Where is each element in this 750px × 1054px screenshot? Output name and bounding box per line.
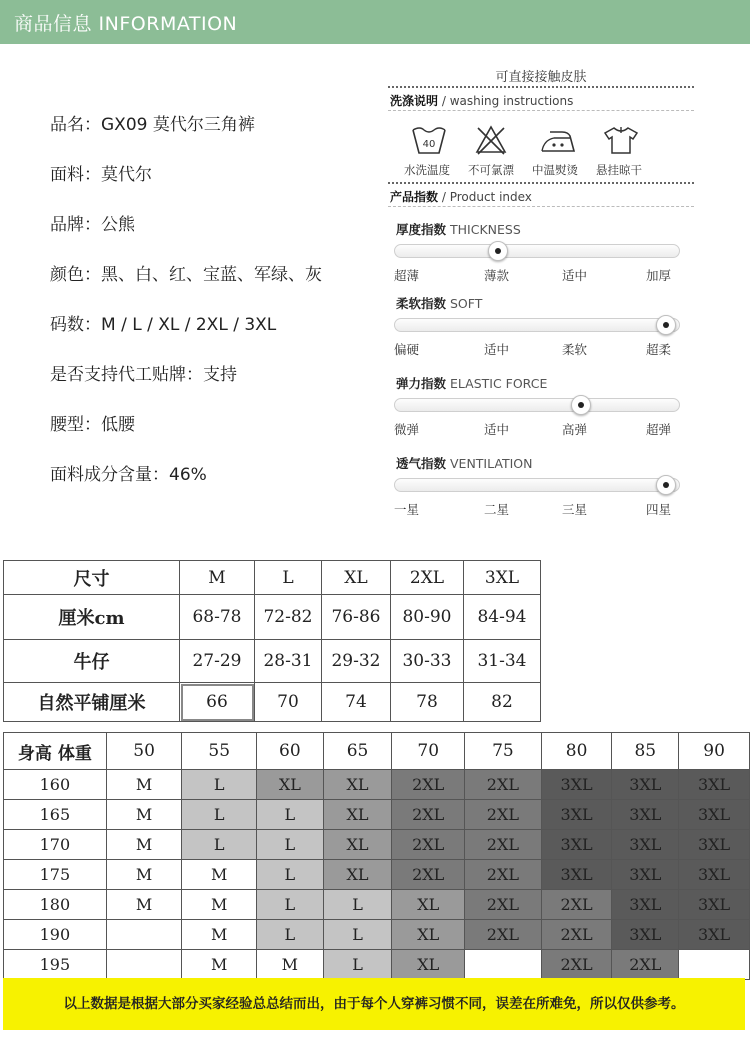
size-cell: 3XL [464,561,541,595]
size-row [4,561,541,595]
size-cell: 76-86 [322,595,391,640]
index-title [396,220,521,238]
fit-size-cell: L [257,920,324,950]
fit-size-cell: 2XL [392,830,465,860]
fit-size-cell: 3XL [679,920,750,950]
size-cell: 28-31 [255,640,322,683]
fit-size-cell [106,920,182,950]
index-title-en: ELASTIC FORCE [446,376,548,391]
fit-weight-header: 85 [612,733,679,770]
size-cell: 72-82 [255,595,322,640]
fit-size-cell: 2XL [465,920,542,950]
fit-size-cell: XL [323,800,392,830]
fit-size-cell: 3XL [541,800,612,830]
section-title: 商品信息 INFORMATION [14,13,238,35]
dotted-divider [388,86,694,88]
index-level-label: 超薄 [394,268,420,283]
size-cell: 29-32 [322,640,391,683]
info-composition: 面料成分含量：46% [50,465,207,485]
size-cell: 74 [322,683,391,722]
fit-height-cell: 190 [4,920,107,950]
fit-row [4,770,750,800]
fit-row [4,830,750,860]
fit-size-cell: 3XL [541,770,612,800]
index-level-label: 适中 [484,422,510,437]
fit-size-cell: 3XL [679,890,750,920]
index-level-label: 二星 [484,502,510,517]
size-cell: 2XL [391,561,464,595]
index-level-label: 适中 [562,268,588,283]
wash-heading [390,92,573,109]
index-title-cn: 柔软指数 [396,296,447,311]
size-cell: 30-33 [391,640,464,683]
fit-size-cell: 3XL [612,890,679,920]
index-level-label: 超弹 [646,422,672,437]
index-level-label: 薄款 [484,268,510,283]
fit-size-cell: M [106,890,182,920]
index-level-label: 高弹 [562,422,588,437]
index-title-en: VENTILATION [446,456,533,471]
fit-size-cell: 3XL [541,830,612,860]
index-level-label: 偏硬 [394,342,420,357]
fit-weight-header: 75 [465,733,542,770]
index-knob [656,475,676,495]
index-title-cn: 透气指数 [396,456,447,471]
dotted-divider [388,182,694,184]
fit-size-cell: M [106,860,182,890]
fit-weight-header: 90 [679,733,750,770]
size-cell: 68-78 [180,595,255,640]
index-title-cn: 厚度指数 [396,222,447,237]
index-title [396,374,547,392]
index-level-label: 四星 [646,502,672,517]
size-row [4,595,541,640]
fit-height-cell: 195 [4,950,107,980]
section-header [0,0,750,44]
size-cell: L [255,561,322,595]
index-heading [390,188,532,205]
index-track [394,244,680,258]
fit-size-cell: M [182,890,257,920]
corner-weight-label: 体重 [57,743,92,764]
fit-size-cell: 2XL [541,890,612,920]
fit-height-cell: 165 [4,800,107,830]
wash-label-dry: 悬挂晾干 [596,163,642,177]
size-cell: 31-34 [464,640,541,683]
fit-size-cell: M [182,950,257,980]
fit-size-cell: 3XL [679,770,750,800]
fit-size-cell: 2XL [392,770,465,800]
wash-heading-bold: 洗涤说明 [390,94,439,108]
fit-size-cell: XL [323,770,392,800]
fit-size-cell: M [106,770,182,800]
size-cell: 66 [180,683,255,722]
fit-size-cell: 2XL [465,830,542,860]
size-row-label: 尺寸 [4,561,180,595]
fit-size-cell: L [323,950,392,980]
index-title-en: SOFT [446,296,483,311]
index-level-label: 超柔 [646,342,672,357]
index-track [394,398,680,412]
size-row-label: 自然平铺厘米 [4,683,180,722]
fit-weight-header: 80 [541,733,612,770]
wash-label-iron: 中温熨烫 [532,163,578,177]
index-level-label: 微弹 [394,422,420,437]
iron-medium-icon [538,126,578,156]
fit-size-cell: 3XL [612,860,679,890]
fit-size-cell: M [106,830,182,860]
fit-row [4,950,750,980]
index-divider [388,206,694,207]
fit-row [4,920,750,950]
fit-header-row [4,733,750,770]
size-cell: XL [322,561,391,595]
size-cell: M [180,561,255,595]
corner-height-label: 身高 [17,743,52,764]
index-title-cn: 弹力指数 [396,376,447,391]
fit-size-cell: L [182,830,257,860]
fit-size-cell: L [323,890,392,920]
index-title [396,294,482,312]
fit-size-cell: M [106,800,182,830]
wash-label-temp: 水洗温度 [404,163,450,177]
fit-size-cell: 3XL [541,860,612,890]
fit-weight-header: 55 [182,733,257,770]
index-track [394,478,680,492]
info-name: 品名：GX09 莫代尔三角裤 [50,115,255,135]
fit-size-cell: 2XL [612,950,679,980]
fit-row [4,890,750,920]
fit-table [3,732,750,980]
fit-height-cell: 175 [4,860,107,890]
index-track [394,318,680,332]
index-knob [656,315,676,335]
fit-weight-header: 70 [392,733,465,770]
index-level-label: 三星 [562,502,588,517]
fit-size-cell: L [257,860,324,890]
info-sizes: 码数：M / L / XL / 2XL / 3XL [50,315,277,335]
size-cell: 84-94 [464,595,541,640]
size-row [4,683,541,722]
fit-size-cell: XL [392,920,465,950]
index-level-label: 适中 [484,342,510,357]
fit-size-cell: L [182,800,257,830]
fit-size-cell: 3XL [612,800,679,830]
fit-size-cell: 3XL [679,800,750,830]
wash-label-bleach: 不可氯漂 [468,163,514,177]
fit-size-cell: 2XL [465,770,542,800]
index-heading-en: / Product index [438,190,532,204]
fit-size-cell: 3XL [612,920,679,950]
fit-size-cell: 2XL [465,800,542,830]
fit-size-cell: M [257,950,324,980]
size-row-label: 厘米cm [4,595,180,640]
index-knob [488,241,508,261]
size-cell: 82 [464,683,541,722]
fit-row [4,800,750,830]
fit-size-cell: 2XL [541,920,612,950]
fit-weight-header: 50 [106,733,182,770]
fit-height-cell: 180 [4,890,107,920]
info-fabric: 面料：莫代尔 [50,165,152,185]
fit-size-cell: M [182,860,257,890]
fit-size-cell: L [257,800,324,830]
fit-weight-header: 65 [323,733,392,770]
fit-size-cell [106,950,182,980]
fit-size-cell: XL [323,860,392,890]
fit-size-cell [679,950,750,980]
fit-size-cell: L [257,890,324,920]
fit-size-cell: XL [257,770,324,800]
fit-size-cell: L [182,770,257,800]
disclaimer-banner: 以上数据是根据大部分买家经验总总结而出，由于每个人穿裤习惯不同，误差在所难免，所以仅供参考。 [3,978,745,1030]
size-table [3,560,541,722]
fit-size-cell: 2XL [392,800,465,830]
product-info-list [50,112,380,512]
size-row [4,640,541,683]
fit-size-cell: L [257,830,324,860]
size-cell: 80-90 [391,595,464,640]
wash-heading-en: / washing instructions [438,94,574,108]
fit-size-cell: 3XL [679,860,750,890]
fit-size-cell: 2XL [465,890,542,920]
no-bleach-icon [474,124,508,156]
fit-weight-header: 60 [257,733,324,770]
index-level-label: 柔软 [562,342,588,357]
fit-corner-cell [4,733,107,770]
fit-size-cell: XL [392,950,465,980]
fit-size-cell: 3XL [612,770,679,800]
size-cell: 27-29 [180,640,255,683]
fit-size-cell: 2XL [465,860,542,890]
hang-dry-icon [602,124,640,156]
fit-size-cell: 2XL [392,860,465,890]
fit-height-cell: 170 [4,830,107,860]
panel-top-label: 可直接接触皮肤 [495,70,587,85]
care-index-panel [388,62,694,524]
size-cell: 70 [255,683,322,722]
fit-size-cell [465,950,542,980]
fit-size-cell: 3XL [679,830,750,860]
index-title [396,454,532,472]
fit-size-cell: M [182,920,257,950]
wash-divider [388,110,694,111]
wash-40-icon [410,124,448,156]
fit-size-cell: 2XL [541,950,612,980]
size-row-label: 牛仔 [4,640,180,683]
size-cell: 78 [391,683,464,722]
wash-temp-text: 40 [422,139,436,150]
fit-size-cell: L [323,920,392,950]
fit-height-cell: 160 [4,770,107,800]
index-level-label: 加厚 [646,268,672,283]
fit-size-cell: 3XL [612,830,679,860]
fit-size-cell: XL [323,830,392,860]
fit-size-cell: XL [392,890,465,920]
index-heading-bold: 产品指数 [390,190,439,204]
info-brand: 品牌：公熊 [50,215,135,235]
index-knob [571,395,591,415]
info-colors: 颜色：黑、白、红、宝蓝、军绿、灰 [50,265,322,285]
info-oem: 是否支持代工贴牌：支持 [50,365,237,385]
fit-row [4,860,750,890]
index-title-en: THICKNESS [446,222,521,237]
info-waist: 腰型：低腰 [50,415,135,435]
index-level-label: 一星 [394,502,420,517]
